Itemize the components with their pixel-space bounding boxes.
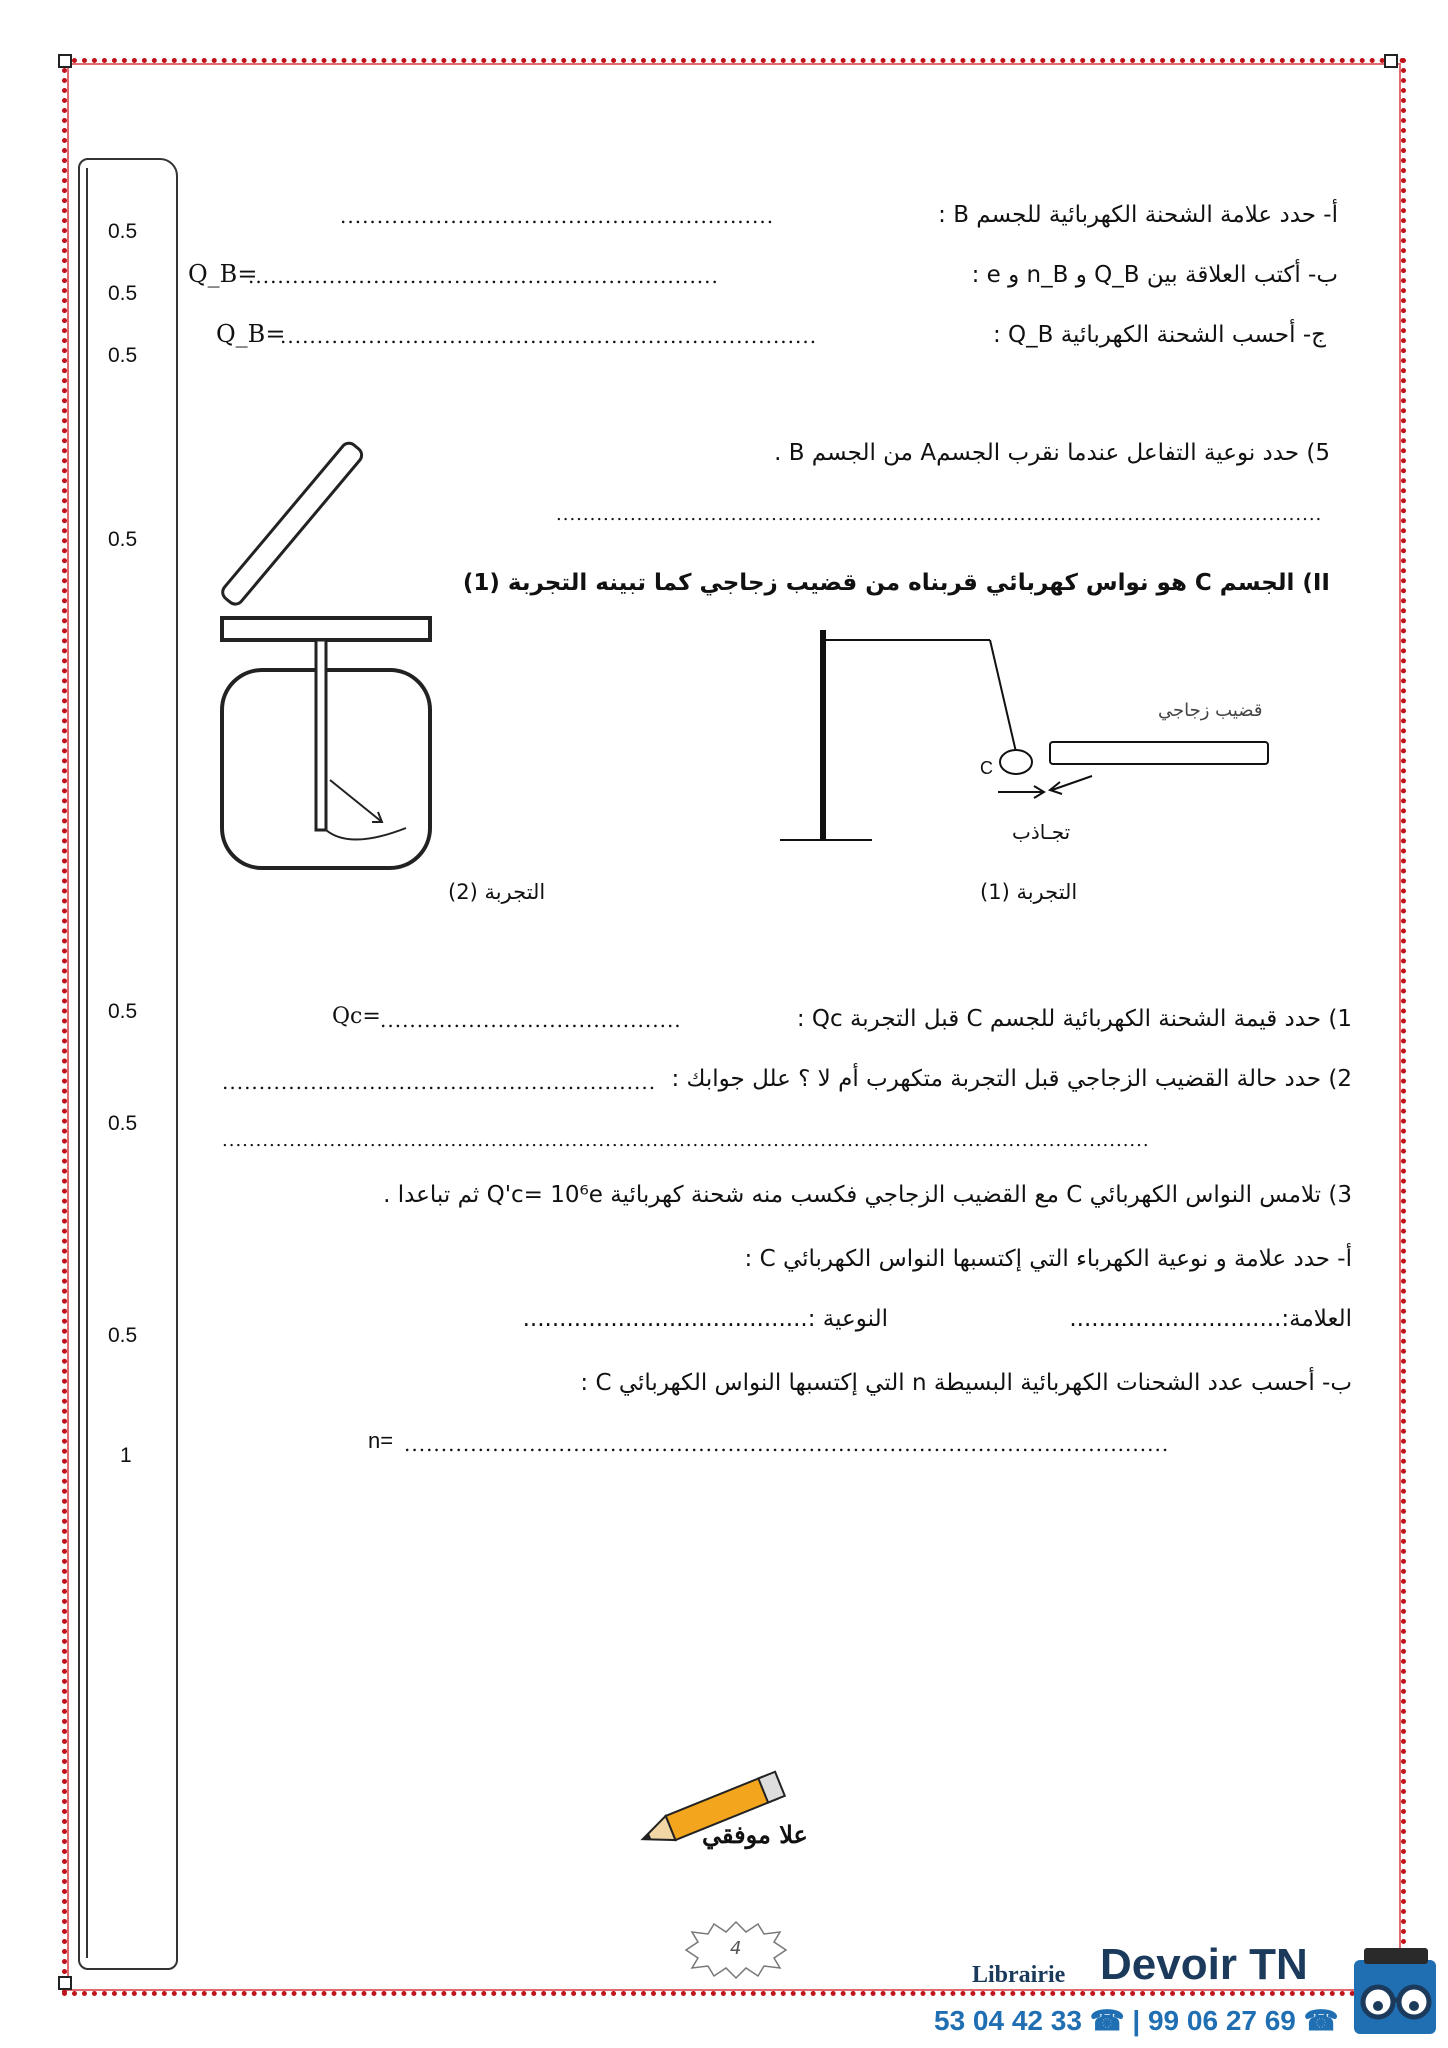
part2-answer-label-n: n= [368, 1428, 394, 1453]
border-corner [58, 54, 72, 68]
marks-column [78, 158, 178, 1970]
figure-1-pendulum [780, 630, 1280, 850]
phone-numbers: 53 04 42 33 ☎ | 99 06 27 69 ☎ [934, 2005, 1339, 2036]
part2-question-2: 2) حدد حالة القضيب الزجاجي قبل التجربة متكهرب أم لا ؟ علل جوابك : [671, 1066, 1352, 1092]
part2-answer-line-2b[interactable]: .......................................................................................................................................... [222, 1130, 1150, 1151]
mark-1: 0.5 [108, 220, 138, 243]
mark-6: 0.5 [108, 1112, 138, 1135]
figure-2-caption: التجربة (2) [448, 880, 546, 904]
question-a: أ- حدد علامة الشحنة الكهربائية للجسم B : [938, 202, 1338, 228]
mark-2: 0.5 [108, 282, 138, 305]
stand-pole [820, 630, 826, 840]
part2-answer-line-2[interactable]: ........................................................... [222, 1070, 657, 1094]
part-2-intro: II) الجسم C هو نواس كهربائي قربناه من قضيب زجاجي كما تبينه التجربة (1) [462, 570, 1330, 596]
part2-question-1: 1) حدد قيمة الشحنة الكهربائية للجسم C قبل التجربة Qc : [796, 1006, 1352, 1032]
page-number: 4 [730, 1938, 742, 1959]
part2-question-3: 3) تلامس النواس الكهربائي C مع القضيب الزجاجي فكسب منه شحنة كهربائية Q'c= 10⁶e ثم تباعدا . [383, 1182, 1352, 1208]
answer-line-5[interactable]: .................................................................................................................. [556, 504, 1323, 525]
answer-label-qb2: Q_B= [216, 320, 286, 348]
part2-answer-line-n[interactable]: ........................................................................................................ [404, 1432, 1170, 1456]
label-glass-rod: قضيب زجاجي [1158, 700, 1263, 721]
mark-4: 0.5 [108, 528, 138, 551]
label-attraction: تجـاذب [1012, 820, 1071, 844]
electroscope-stem [316, 640, 326, 830]
pendulum-thread [990, 640, 1016, 752]
part2-answer-label-qc: Qc= [332, 1004, 381, 1029]
glasses-logo-icon [1350, 1944, 1442, 2040]
answer-line-a[interactable]: ........................................................... [340, 204, 775, 228]
answer-label-qb: Q_B= [188, 260, 258, 288]
question-5: 5) حدد نوعية التفاعل عندما نقرب الجسمA من الجسم B . [774, 440, 1330, 466]
signature: علا موفقي [702, 1820, 808, 1849]
part2-answer-type[interactable]: النوعية :....................................... [522, 1306, 888, 1332]
mark-5: 0.5 [108, 1000, 138, 1023]
logo-devoir-tn: Devoir TN [1100, 1940, 1308, 1989]
mark-3: 0.5 [108, 344, 138, 367]
glass-rod [1050, 742, 1268, 764]
mark-7: 0.5 [108, 1324, 138, 1347]
question-c: ج- أحسب الشحنة الكهربائية Q_B : [992, 322, 1326, 348]
border-corner [1384, 54, 1398, 68]
answer-line-c[interactable]: ......................................................................... [280, 324, 818, 348]
marks-column-fold [86, 168, 92, 1958]
figure-1-caption: التجربة (1) [980, 880, 1078, 904]
charged-rod [219, 420, 450, 607]
mark-8: 1 [120, 1444, 132, 1467]
part2-answer-line-1[interactable]: ......................................... [380, 1008, 682, 1032]
part2-question-3b: ب- أحسب عدد الشحنات الكهربائية البسيطة n التي إكتسبها النواس الكهربائي C : [580, 1370, 1352, 1396]
pendulum-ball [1000, 750, 1032, 774]
electroscope-plate [222, 618, 430, 640]
figure-2-electroscope [210, 420, 450, 880]
logo-librairie: Librairie [972, 1962, 1066, 1988]
border-corner [58, 1976, 72, 1990]
label-ball-c: C [980, 758, 993, 778]
answer-line-b[interactable]: ................................................................ [248, 264, 719, 288]
part2-answer-sign[interactable]: العلامة:............................. [1069, 1306, 1352, 1332]
question-b: ب- أكتب العلاقة بين Q_B و n_B و e : [971, 262, 1338, 288]
part2-question-3a: أ- حدد علامة و نوعية الكهرباء التي إكتسبها النواس الكهربائي C : [744, 1246, 1352, 1272]
